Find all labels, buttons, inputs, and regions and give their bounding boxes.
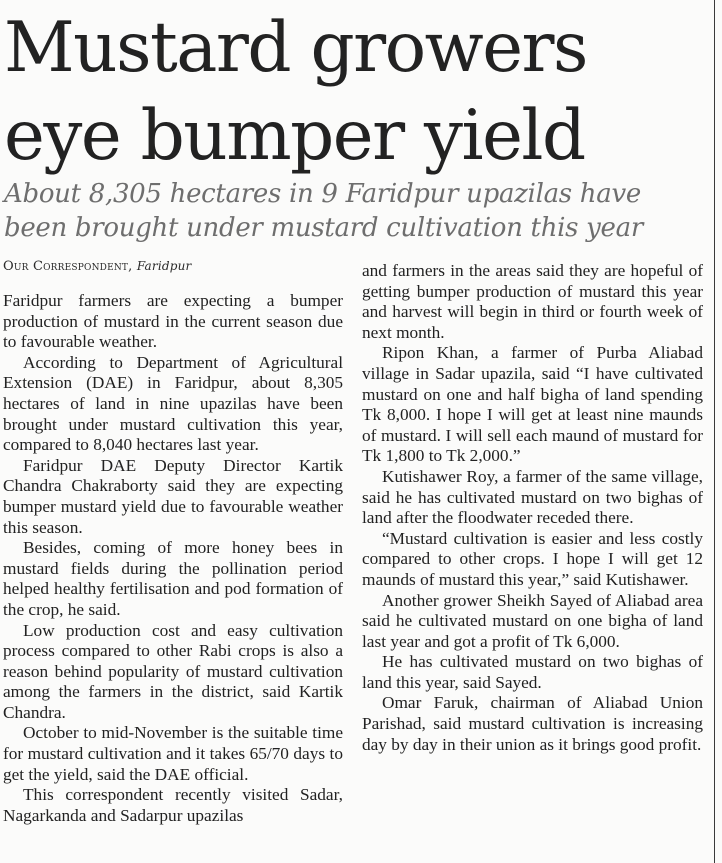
paragraph: He has cultivated mustard on two bighas of land this year, said Sayed. <box>362 652 703 692</box>
paragraph: According to Department of Agricultural Extension (DAE) in Faridpur, about 8,305 hectares of land in nine upazilas have been brought under mustard cultivation this year, compared to 8,040 hectares last year. <box>3 352 343 455</box>
paragraph: Faridpur farmers are expecting a bumper production of mustard in the current season due to favourable weather. <box>3 291 343 352</box>
paragraph: Ripon Khan, a farmer of Purba Aliabad village in Sadar upazila, said “I have cultivated mustard on one and half bigha of land spending Tk 8,000. I hope I will get at least nine maunds of mustard. I will sell each maund of mustard for Tk 1,800 to Tk 2,000.” <box>362 343 703 466</box>
paragraph: Kutishawer Roy, a farmer of the same village, said he has cultivated mustard on two bighas of land after the floodwater receded there. <box>362 466 703 528</box>
paragraph: and farmers in the areas said they are hopeful of getting bumper production of mustard this year and harvest will begin in third or fourth week of next month. <box>362 261 703 342</box>
paragraph: “Mustard cultivation is easier and less costly compared to other crops. I hope I will get 12 maunds of mustard this year,” said Kutishawer. <box>362 528 703 589</box>
paragraph: Besides, coming of more honey bees in mustard fields during the pollination period helped healthy fertilisation and pod formation of the crop, he said. <box>3 538 343 619</box>
paragraph: Another grower Sheikh Sayed of Aliabad area said he cultivated mustard on one bigha of land last year and got a profit of Tk 6,000. <box>362 590 703 651</box>
paragraph: October to mid-November is the suitable time for mustard cultivation and it takes 65/70 days to get the yield, said the DAE official. <box>3 723 343 784</box>
paragraph: Omar Faruk, chairman of Aliabad Union Parishad, said mustard cultivation is increasing day by day in their union as it brings good profit. <box>362 693 703 754</box>
byline-place: Faridpur <box>136 259 192 273</box>
byline-author: Our Correspondent, <box>3 259 133 274</box>
paragraph: This correspondent recently visited Sadar, Nagarkanda and Sadarpur upazilas <box>3 785 343 825</box>
left-column <box>3 291 343 826</box>
column-rule <box>714 0 715 863</box>
byline <box>3 258 343 275</box>
headline: Mustard growers eye bumper yield <box>4 8 587 176</box>
deck: About 8,305 hectares in 9 Faridpur upazilas have been brought under mustard cultivation this year <box>4 179 643 243</box>
paragraph: Low production cost and easy cultivation process compared to other Rabi crops is also a reason behind popularity of mustard cultivation among the farmers in the district, said Kartik Chandra. <box>3 620 343 722</box>
right-column <box>362 261 703 755</box>
paragraph: Faridpur DAE Deputy Director Kartik Chandra Chakraborty said they are expecting bumper mustard yield due to favourable weather this season. <box>3 455 343 537</box>
